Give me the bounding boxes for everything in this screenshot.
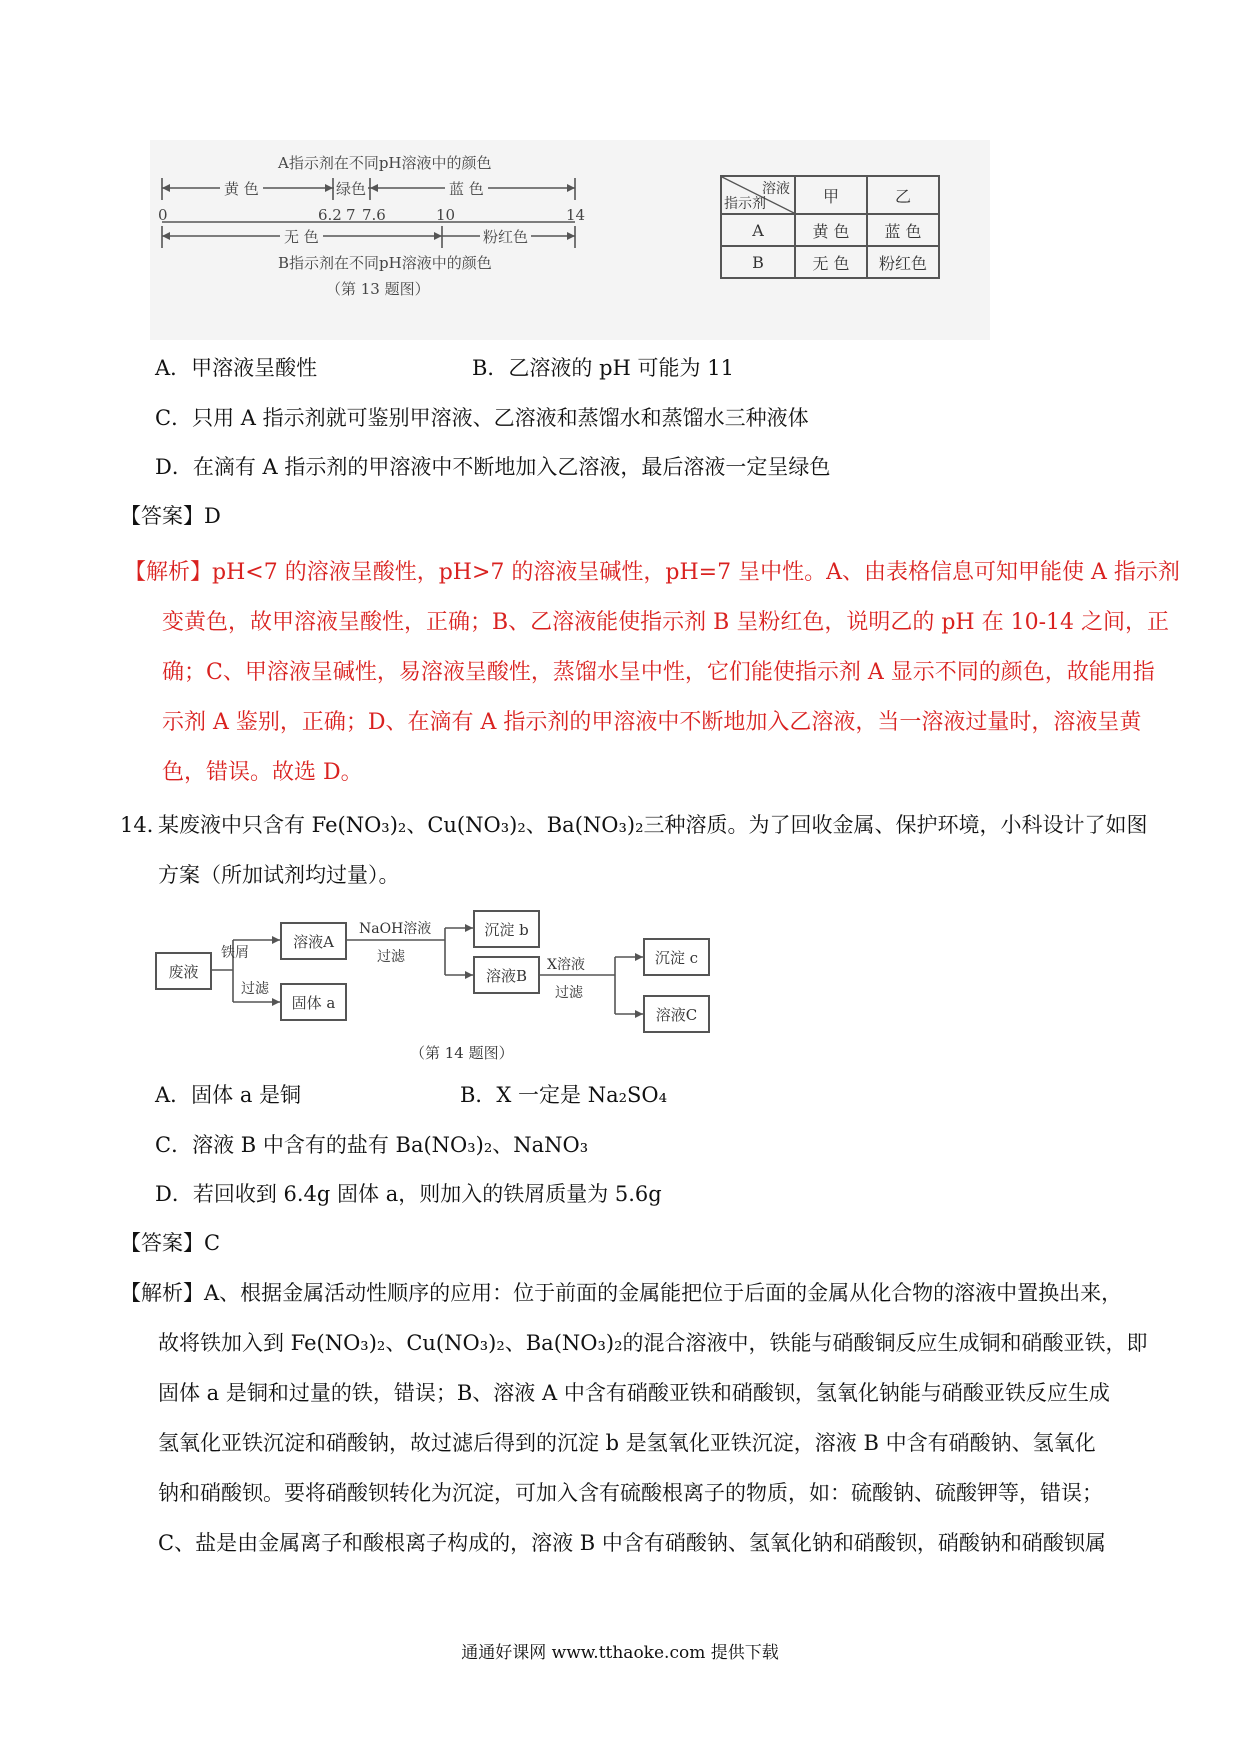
q14-option-b: B．X 一定是 Na₂SO₄ (460, 1083, 668, 1107)
q14-option-a: A．固体 a 是铜 (155, 1083, 302, 1107)
page-footer: 通通好课网 www.tthaoke.com 提供下载 (461, 1643, 779, 1663)
label-filter-1: 过滤 (241, 978, 269, 998)
seg-pink: 粉红色 (480, 226, 531, 247)
q14-stem-line-2: 方案（所加试剂均过量）。 (158, 863, 400, 887)
q13-option-a: A．甲溶液呈酸性 (155, 356, 318, 380)
table-corner-cell (721, 176, 795, 214)
cell-a-yi: 蓝 色 (867, 214, 939, 246)
tick-7: 7 (346, 206, 356, 224)
box-solution-b: 溶液B (473, 956, 540, 994)
q13-answer: 【答案】D (120, 504, 221, 528)
row-label-b: B (721, 246, 795, 278)
box-solid-a: 固体 a (280, 983, 347, 1021)
seg-green: 绿色 (336, 180, 367, 198)
label-x-solution: X溶液 (547, 957, 585, 973)
figure-13-caption: （第 13 题图） (326, 280, 430, 298)
col-header-yi: 乙 (867, 176, 939, 214)
tick-10: 10 (436, 206, 456, 224)
label-naoh-solution: NaOH溶液 (359, 921, 432, 937)
q14-answer: 【答案】C (120, 1231, 221, 1255)
q13-analysis-line-1: 【解析】pH<7 的溶液呈酸性，pH>7 的溶液呈碱性，pH=7 呈中性。A、由表格信息可知甲能使 A 指示剂 (124, 560, 1180, 585)
seg-blue: 蓝 色 (445, 178, 488, 199)
corner-solution-label: 溶液 (762, 181, 790, 197)
q14-number: 14． (120, 813, 168, 837)
q13-analysis-line-5: 色，错误。故选 D。 (162, 760, 363, 785)
q14-analysis-line-4: 氢氧化亚铁沉淀和硝酸钠，故过滤后得到的沉淀 b 是氢氧化亚铁沉淀，溶液 B 中含有硝酸钠、氢氧化 (158, 1431, 1096, 1455)
figure-14-caption: （第 14 题图） (410, 1044, 514, 1062)
q14-analysis-line-6: C、盐是由金属离子和酸根离子构成的，溶液 B 中含有硝酸钠、氢氧化钠和硝酸钡，硝酸钠和硝酸钡属 (158, 1531, 1106, 1555)
box-solution-a: 溶液A (280, 922, 347, 960)
q14-stem-line-1: 某废液中只含有 Fe(NO₃)₂、Cu(NO₃)₂、Ba(NO₃)₂三种溶质。为了回收金属、保护环境，小科设计了如图 (158, 813, 1148, 837)
label-filter-2: 过滤 (377, 949, 405, 965)
q14-analysis-line-3: 固体 a 是铜和过量的铁，错误；B、溶液 A 中含有硝酸亚铁和硝酸钡，氢氧化钠能与硝酸亚铁反应生成 (158, 1381, 1110, 1405)
tick-6-2: 6.2 (318, 206, 342, 224)
seg-colorless: 无 色 (280, 226, 323, 247)
tick-0: 0 (158, 206, 168, 224)
seg-yellow: 黄 色 (220, 178, 263, 199)
tick-14: 14 (566, 206, 586, 224)
box-precipitate-b: 沉淀 b (473, 910, 540, 948)
q13-analysis-line-3: 确；C、甲溶液呈碱性，易溶液呈酸性，蒸馏水呈中性，它们能使指示剂 A 显示不同的颜色，故能用指 (162, 660, 1155, 685)
col-header-jia: 甲 (795, 176, 867, 214)
label-iron-filings: 铁屑 (221, 945, 249, 961)
cell-b-yi: 粉红色 (867, 246, 939, 278)
q13-option-c: C．只用 A 指示剂就可鉴别甲溶液、乙溶液和蒸馏水和蒸馏水三种液体 (155, 406, 809, 430)
indicator-a-title: A指示剂在不同pH溶液中的颜色 (278, 154, 492, 172)
label-filter-3: 过滤 (555, 985, 583, 1001)
row-label-a: A (721, 214, 795, 246)
indicator-b-title: B指示剂在不同pH溶液中的颜色 (278, 254, 492, 272)
corner-indicator-label: 指示剂 (724, 196, 766, 212)
box-waste-liquid: 废液 (155, 952, 212, 990)
tick-7-6: 7.6 (362, 206, 386, 224)
cell-b-jia: 无 色 (795, 246, 867, 278)
q13-analysis-line-2: 变黄色，故甲溶液呈酸性，正确；B、乙溶液能使指示剂 B 呈粉红色，说明乙的 pH 在 10-14 之间，正 (162, 610, 1169, 635)
q14-option-d: D．若回收到 6.4g 固体 a，则加入的铁屑质量为 5.6g (155, 1182, 662, 1206)
q14-option-c: C．溶液 B 中含有的盐有 Ba(NO₃)₂、NaNO₃ (155, 1133, 589, 1157)
q13-option-b: B．乙溶液的 pH 可能为 11 (472, 356, 734, 380)
indicator-table (720, 175, 940, 279)
box-precipitate-c: 沉淀 c (643, 938, 710, 976)
figure-13 (150, 140, 990, 340)
q13-analysis-line-4: 示剂 A 鉴别，正确；D、在滴有 A 指示剂的甲溶液中不断地加入乙溶液，当一溶液过量时，溶液呈黄 (162, 710, 1142, 735)
ph-scale-diagram (150, 140, 710, 340)
box-solution-c: 溶液C (643, 995, 710, 1033)
q14-analysis-line-5: 钠和硝酸钡。要将硝酸钡转化为沉淀，可加入含有硫酸根离子的物质，如：硫酸钠、硫酸钾等，错误； (158, 1481, 1103, 1505)
cell-a-jia: 黄 色 (795, 214, 867, 246)
figure-14-flowchart (155, 900, 715, 1070)
q14-analysis-line-1: 【解析】A、根据金属活动性顺序的应用：位于前面的金属能把位于后面的金属从化合物的溶液中置换出来， (120, 1281, 1123, 1305)
q13-option-d: D．在滴有 A 指示剂的甲溶液中不断地加入乙溶液，最后溶液一定呈绿色 (155, 455, 831, 479)
q14-analysis-line-2: 故将铁加入到 Fe(NO₃)₂、Cu(NO₃)₂、Ba(NO₃)₂的混合溶液中，铁能与硝酸铜反应生成铜和硝酸亚铁，即 (158, 1331, 1148, 1355)
